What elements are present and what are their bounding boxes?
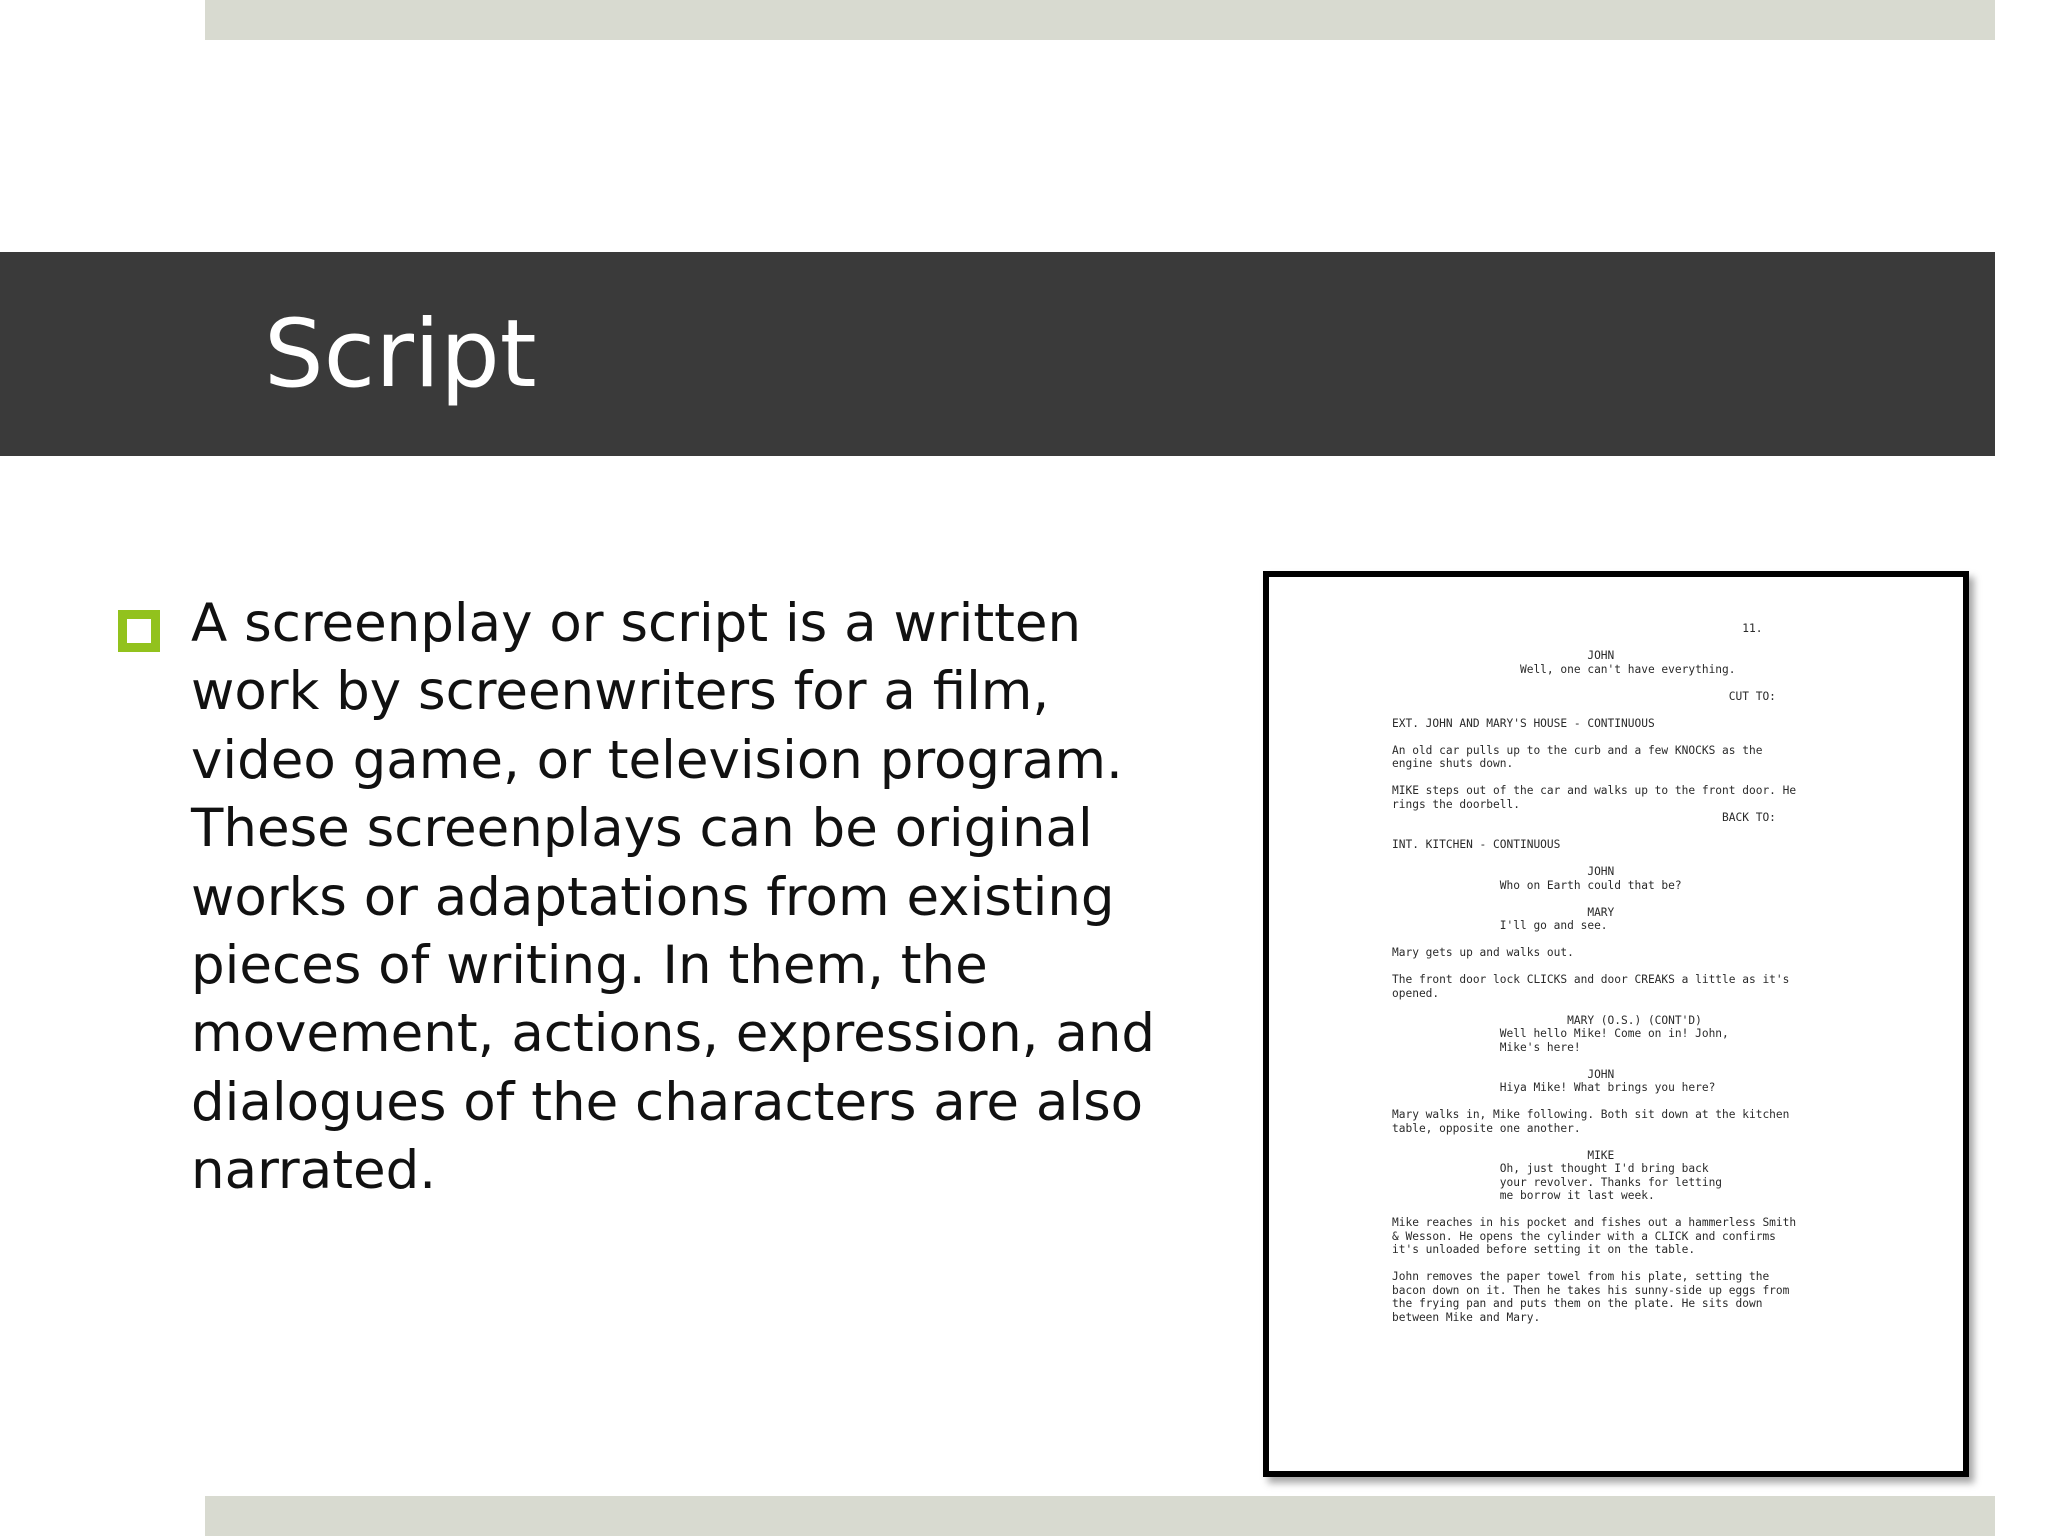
bullet-square-icon	[118, 610, 160, 652]
bottom-accent-bar	[205, 1496, 1995, 1536]
slide-title: Script	[264, 300, 537, 409]
screenplay-page-text: 11. JOHN Well, one can't have everything. CUT TO: EXT. JOHN AND MARY'S HOUSE - CONTINUOUS An old car pulls up to the curb and a few KNOCKS as the engine shuts down. MIKE steps out of the car and walks up to the front door. He rings the doorbell. BACK TO: INT. KITCHEN - CONTINUOUS JOHN Who on Earth could that be? MARY I'll go and see. Mary gets up and walks out. The front door lock CLICKS and door CREAKS a little as it's opened. MARY (O.S.) (CONT'D) Well hello Mike! Come on in! John, Mike's here! JOHN Hiya Mike! What brings you here? Mary walks in, Mike following. Both sit down at the kitchen table, opposite one another. MIKE Oh, just thought I'd bring back your revolver. Thanks for letting me borrow it last week. Mike reaches in his pocket and fishes out a hammerless Smith & Wesson. He opens the cylinder with a CLICK and confirms it's unloaded before setting it on the table. John removes the paper towel from his plate, setting the bacon down on it. Then he takes his sunny-side up eggs from the frying pan and puts them on the plate. He sits down between Mike and Mary.	[1392, 622, 1797, 1324]
bullet-text: A screenplay or script is a written work by screenwriters for a film, video game, or television program. These screenplays can be original works or adaptations from existing pieces of writing. In them, the movement, actions, expression, and dialogues of the characters are also narrated.	[191, 593, 1156, 1202]
screenplay-page-image	[1263, 571, 1969, 1477]
top-accent-bar	[205, 0, 1995, 40]
